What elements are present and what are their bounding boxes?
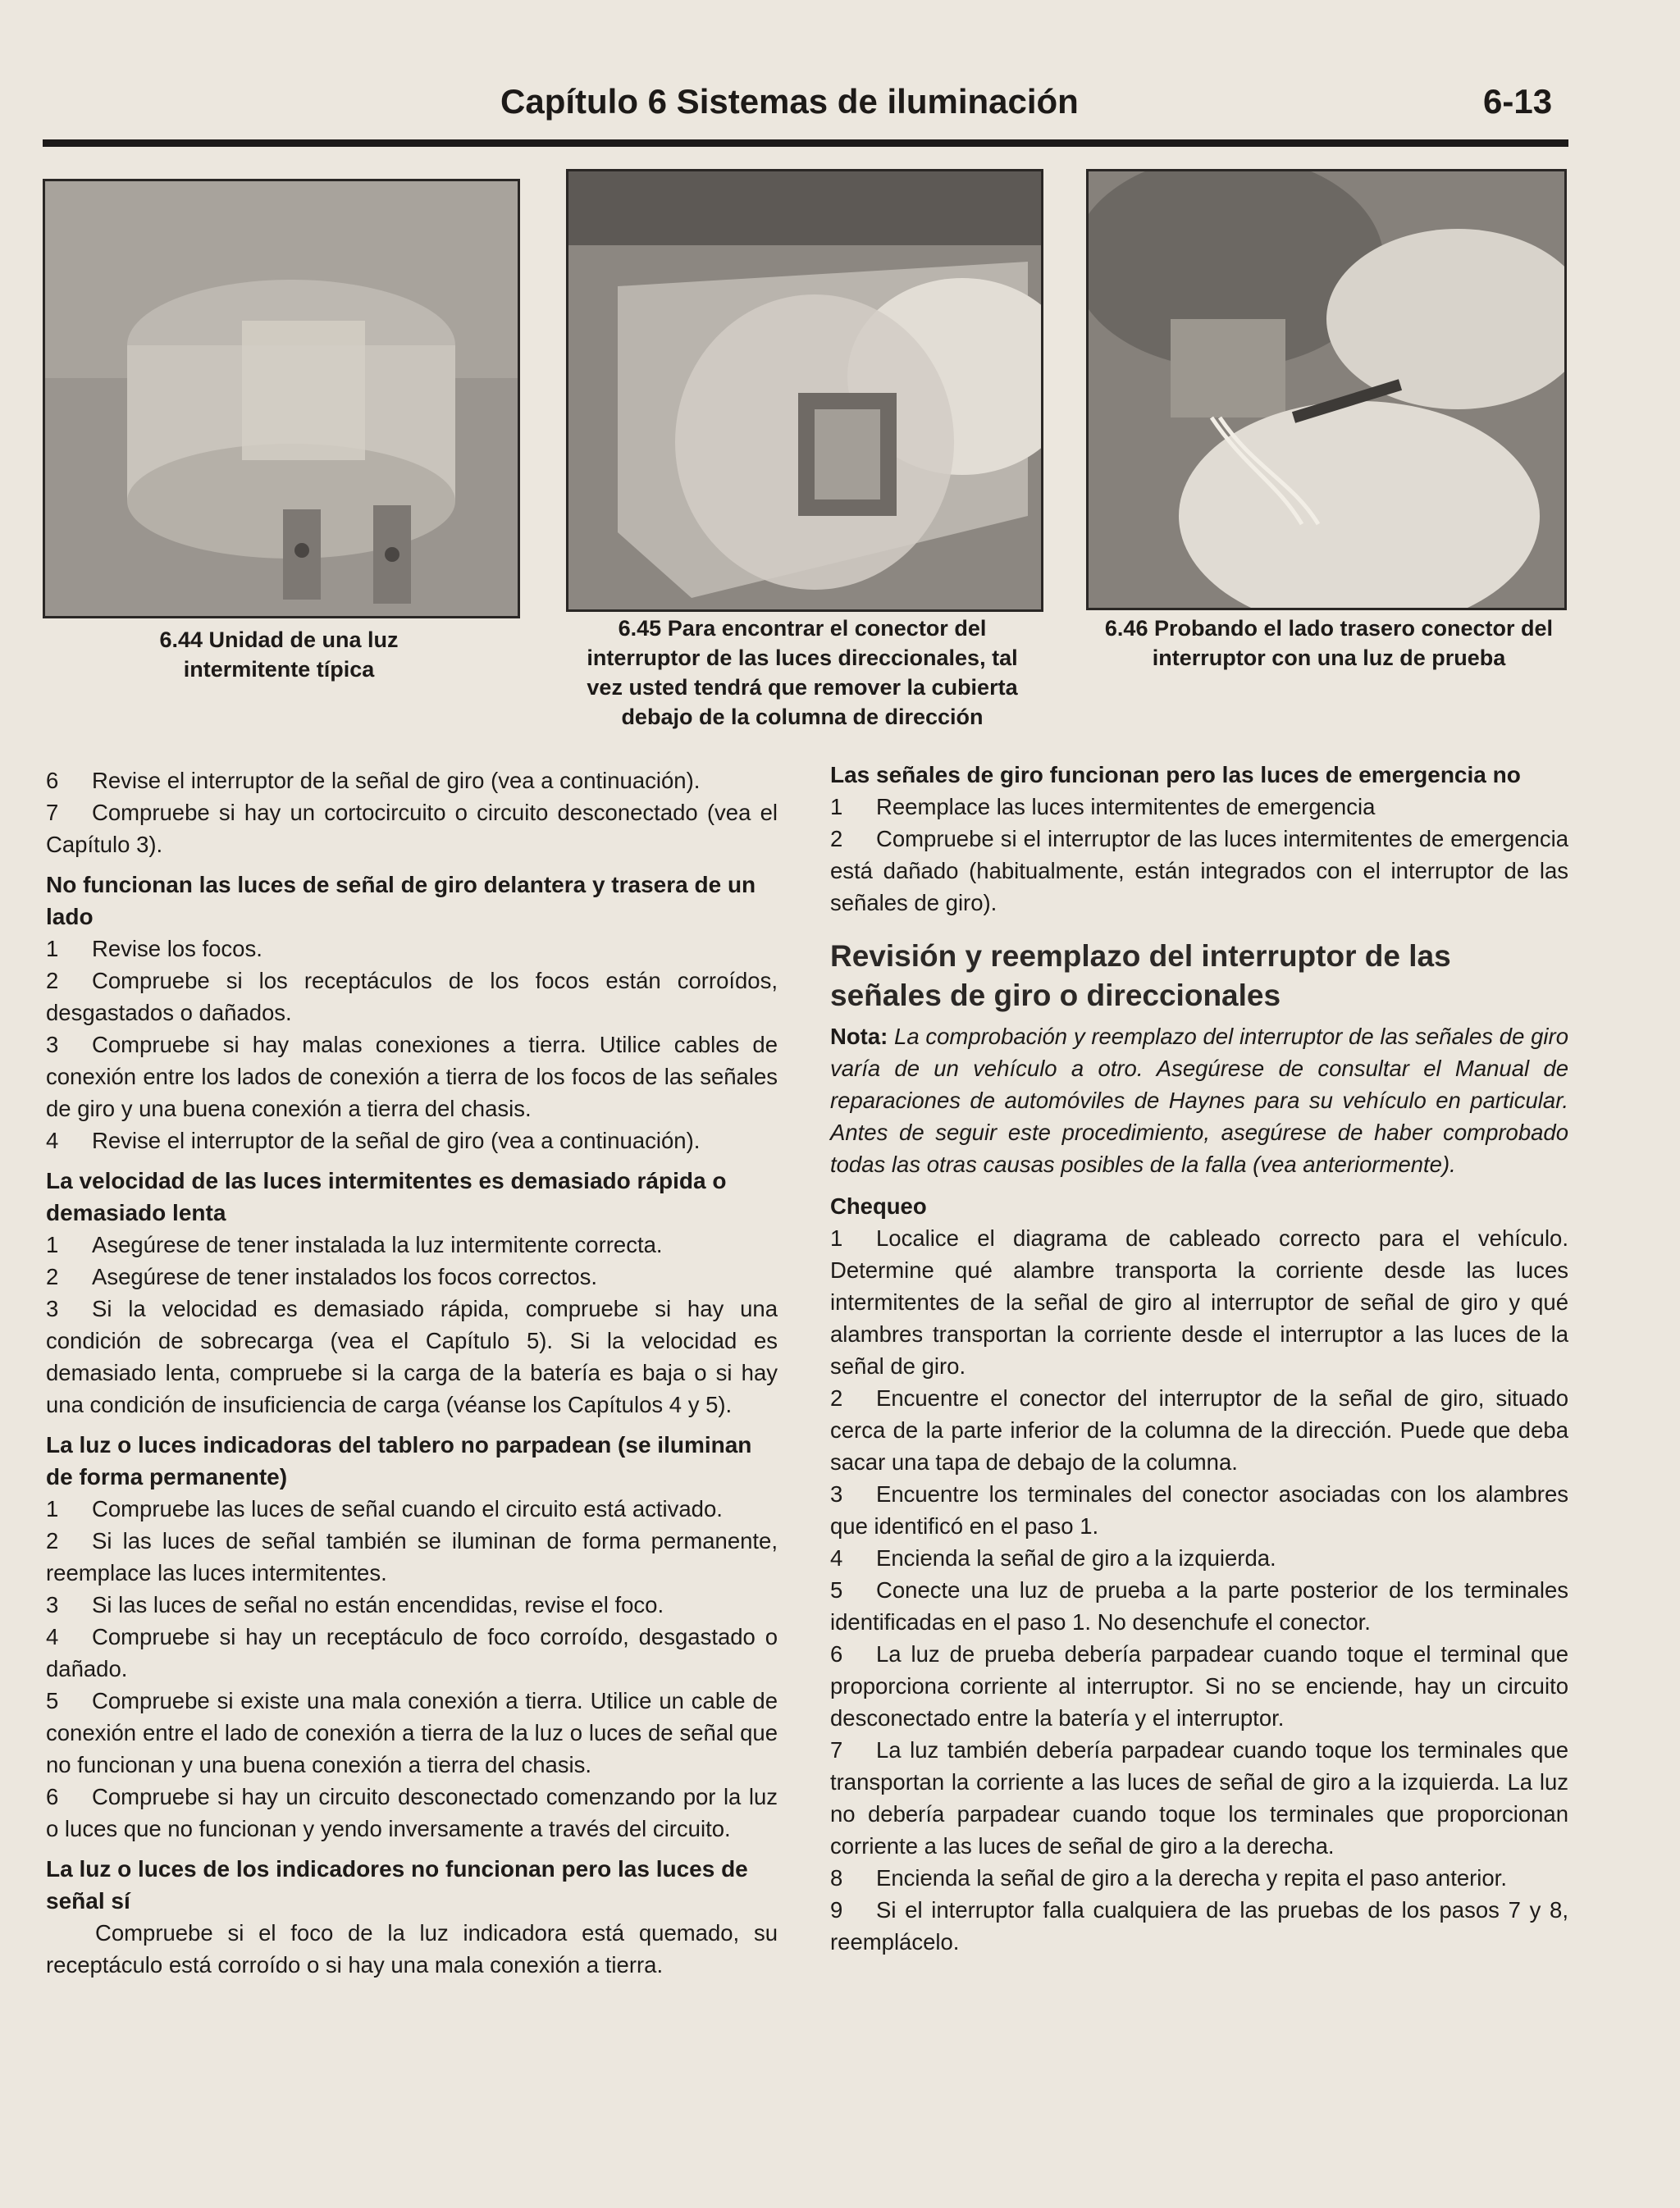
list-item: 7 Compruebe si hay un cortocircuito o circuito desconectado (vea el Capítulo 3). (46, 800, 778, 857)
section-heading: La luz o luces de los indicadores no funcionan pero las luces de señal sí (46, 1856, 748, 1914)
list-item: 5 Compruebe si existe una mala conexión a tierra. Utilice un cable de conexión entre el lado de conexión a tierra de la luz o luces de señal que no funcionan y una buena conexión a tierra del chasis. (46, 1688, 778, 1777)
list-item: 6 Revise el interruptor de la señal de giro (vea a continuación). (46, 768, 701, 793)
list-item: 2 Compruebe si el interruptor de las luces intermitentes de emergencia está dañado (habitualmente, están integrados con el interruptor de las señales de giro). (830, 826, 1568, 915)
list-item: 6 Compruebe si hay un circuito desconectado comenzando por la luz o luces que no funcionan y yendo inversamente a través del circuito. (46, 1784, 778, 1841)
section-heading: La velocidad de las luces intermitentes es demasiado rápida o demasiado lenta (46, 1168, 727, 1225)
list-item: 6 La luz de prueba debería parpadear cuando toque el terminal que proporciona corriente al interruptor. Si no se enciende, hay un circuito desconectado entre la batería y el interruptor. (830, 1641, 1568, 1731)
list-item: 1 Revise los focos. (46, 936, 262, 961)
left-column (46, 764, 778, 1981)
figure-test-light-photo (1086, 169, 1567, 610)
list-item: 3 Compruebe si hay malas conexiones a tierra. Utilice cables de conexión entre los lados de conexión a tierra de los focos de las señales de giro y una buena conexión a tierra del chasis. (46, 1032, 778, 1121)
note-label: Nota: (830, 1024, 888, 1049)
page-number: 6-13 (1483, 82, 1553, 121)
note-paragraph (830, 1020, 1568, 1180)
figure-caption-6-44: 6.44 Unidad de una luz intermitente típica (159, 627, 399, 682)
list-item: 2 Compruebe si los receptáculos de los focos están corroídos, desgastados o dañados. (46, 968, 778, 1025)
list-item: 4 Compruebe si hay un receptáculo de foco corroído, desgastado o dañado. (46, 1624, 778, 1681)
list-item: 2 Encuentre el conector del interruptor de la señal de giro, situado cerca de la parte inferior de la columna de la dirección. Puede que deba sacar una tapa de debajo de la columna. (830, 1385, 1568, 1475)
section-heading: La luz o luces indicadoras del tablero no parpadean (se iluminan de forma permanente) (46, 1432, 752, 1489)
figure-connector-cover-photo (566, 169, 1043, 612)
list-item: 3 Si las luces de señal no están encendidas, revise el foco. (46, 1592, 664, 1617)
list-item: 9 Si el interruptor falla cualquiera de las pruebas de los pasos 7 y 8, reemplácelo. (830, 1897, 1568, 1955)
figure-caption-6-45: 6.45 Para encontrar el conector del interruptor de las luces direccionales, tal vez usted tendrá que remover la cubierta debajo de la columna de dirección (587, 616, 1018, 729)
subsection-heading: Chequeo (830, 1193, 927, 1219)
header-rule (43, 139, 1568, 147)
section-heading: No funcionan las luces de señal de giro delantera y trasera de un lado (46, 872, 756, 929)
list-item: 5 Conecte una luz de prueba a la parte posterior de los terminales identificadas en el paso 1. No desenchufe el conector. (830, 1577, 1568, 1635)
note-text: La comprobación y reemplazo del interruptor de las señales de giro varía de un vehículo a otro. Asegúrese de consultar el Manual de reparaciones de automóviles de Haynes para su vehículo en particular. Antes de seguir este procedimiento, asegúrese de haber comprobado todas las otras causas posibles de la falla (vea anteriormente). (830, 1024, 1568, 1177)
list-item: 7 La luz también debería parpadear cuando toque los terminales que transportan la corriente a las luces de señal de giro a la izquierda. La luz no debería parpadear cuando toque los terminales que proporcionan corriente a las luces de señal de giro a la derecha. (830, 1737, 1568, 1859)
list-item: 1 Asegúrese de tener instalada la luz intermitente correcta. (46, 1232, 663, 1257)
right-column (830, 759, 1568, 1958)
chapter-title: Capítulo 6 Sistemas de iluminación (500, 82, 1079, 121)
list-item: 2 Asegúrese de tener instalados los focos correctos. (46, 1264, 598, 1289)
list-item: 1 Compruebe las luces de señal cuando el circuito está activado. (46, 1496, 723, 1521)
list-item: 2 Si las luces de señal también se iluminan de forma permanente, reemplace las luces intermitentes. (46, 1528, 778, 1585)
section-title: Revisión y reemplazo del interruptor de las señales de giro o direccionales (830, 939, 1451, 1012)
list-item: 1 Reemplace las luces intermitentes de emergencia (830, 794, 1376, 819)
list-item: 4 Encienda la señal de giro a la izquierda. (830, 1545, 1276, 1571)
list-item: 4 Revise el interruptor de la señal de giro (vea a continuación). (46, 1128, 701, 1153)
list-item: 1 Localice el diagrama de cableado correcto para el vehículo. Determine qué alambre transporta la corriente desde las luces intermitentes de la señal de giro al interruptor de señal de giro y qué alambres transportan la corriente desde el interruptor a las luces de la señal de giro. (830, 1225, 1568, 1379)
list-item: 3 Encuentre los terminales del conector asociadas con los alambres que identificó en el paso 1. (830, 1481, 1568, 1539)
figure-caption-6-46: 6.46 Probando el lado trasero conector del interruptor con una luz de prueba (1104, 616, 1554, 670)
paragraph: Compruebe si el foco de la luz indicadora está quemado, su receptáculo está corroído o si hay una mala conexión a tierra. (46, 1920, 778, 1978)
list-item: 3 Si la velocidad es demasiado rápida, compruebe si hay una condición de sobrecarga (vea el Capítulo 5). Si la velocidad es demasiado lenta, compruebe si la carga de la batería es baja o si hay una condición de insuficiencia de carga (véanse los Capítulos 4 y 5). (46, 1296, 778, 1417)
list-item: 8 Encienda la señal de giro a la derecha y repita el paso anterior. (830, 1865, 1507, 1891)
section-heading: Las señales de giro funcionan pero las luces de emergencia no (830, 762, 1521, 787)
figure-flasher-unit-photo (43, 179, 520, 618)
